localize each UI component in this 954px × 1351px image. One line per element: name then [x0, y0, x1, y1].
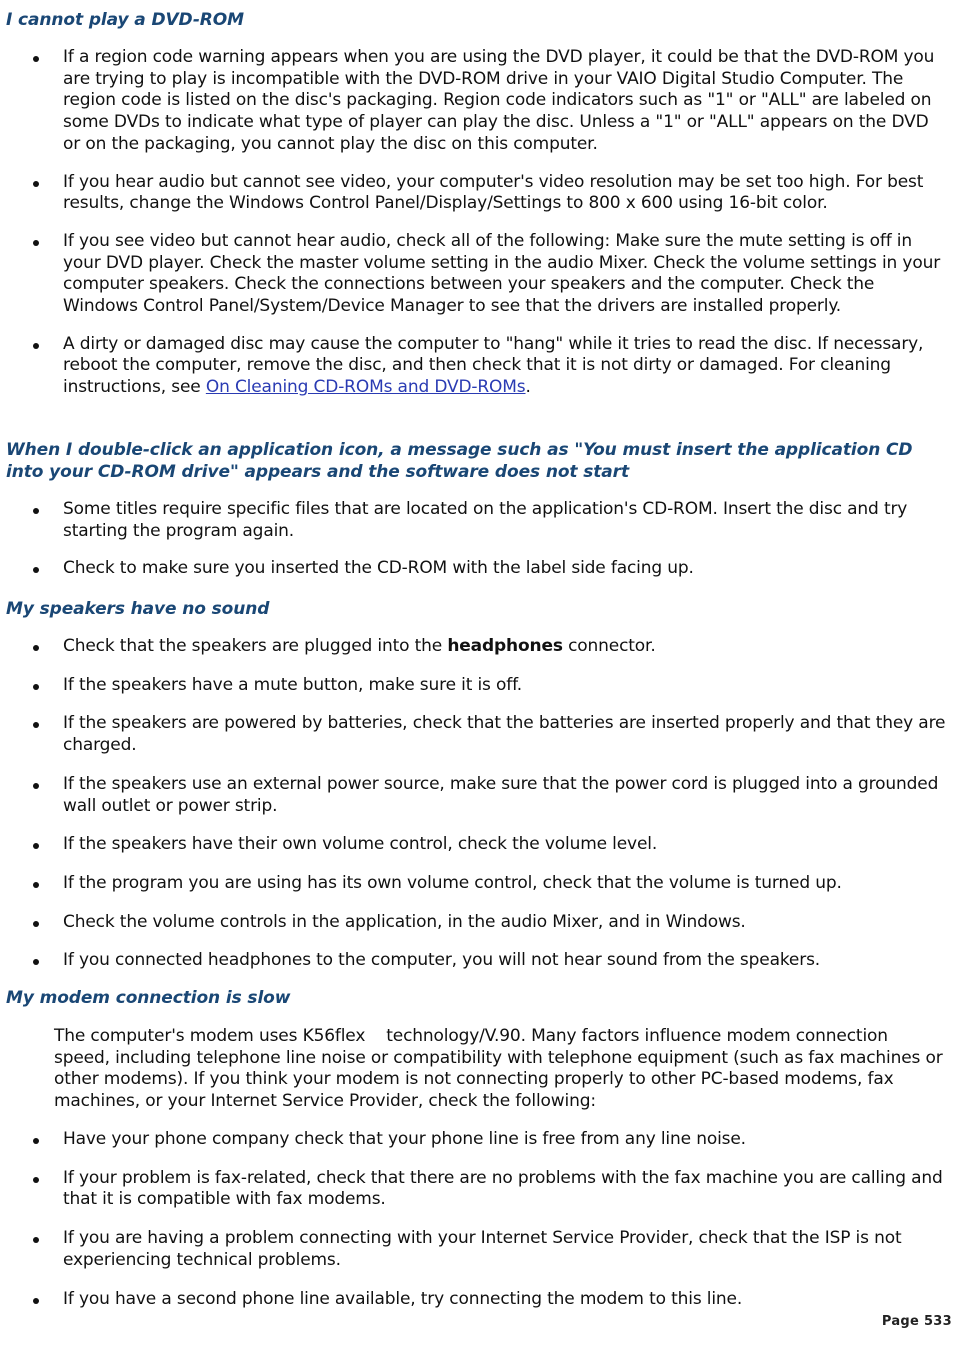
bullet-dot [33, 240, 39, 246]
list-item: If the speakers have a mute button, make sure it is off. [0, 675, 954, 697]
list-item: A dirty or damaged disc may cause the computer to "hang" while it tries to read the disc. If necessary, reboot the computer, remove the disc, and then check that it is not dirty or damaged. For cleaning instructions, see On Cleaning CD-ROMs and DVD-ROMs. [0, 334, 954, 399]
bullet-dot [33, 783, 39, 789]
list-item: If you are having a problem connecting with your Internet Service Provider, check that the ISP is not experiencing technical problems. [0, 1228, 954, 1271]
list-item: If you connected headphones to the computer, you will not hear sound from the speakers. [0, 950, 954, 972]
bullet-dot [33, 508, 39, 514]
list-item: If you have a second phone line available, try connecting the modem to this line. [0, 1289, 954, 1311]
list-item: If you hear audio but cannot see video, your computer's video resolution may be set too high. For best results, change the Windows Control Panel/Display/Settings to 800 x 600 using 16-bit color. [0, 172, 954, 215]
list-item: If the speakers have their own volume control, check the volume level. [0, 834, 954, 856]
application-cd-bullet-list [0, 499, 954, 580]
speakers-bullet-list [0, 636, 954, 972]
bullet-dot [33, 1237, 39, 1243]
bullet-dot [33, 882, 39, 888]
list-item: Some titles require specific files that are located on the application's CD-ROM. Insert the disc and try starting the program again. [0, 499, 954, 542]
bullet-dot [33, 645, 39, 651]
headphones-term: headphones [447, 636, 563, 656]
list-item: Check to make sure you inserted the CD-ROM with the label side facing up. [0, 558, 954, 580]
dvd-bullet-list [0, 47, 954, 399]
list-item: Have your phone company check that your phone line is free from any line noise. [0, 1129, 954, 1151]
bullet-dot [33, 567, 39, 573]
list-item: Check that the speakers are plugged into the headphones connector. [0, 636, 954, 658]
cleaning-cdroms-link[interactable]: On Cleaning CD-ROMs and DVD-ROMs [205, 377, 526, 398]
modem-intro-paragraph: The computer's modem uses K56flex technology/V.90. Many factors influence modem connection speed, including telephone line noise or compatibility with telephone equipment (such as fax machines or other modems). If you think your modem is not connecting properly to other PC-based modems, fax machines, or your Internet Service Provider, check the following: [54, 1026, 948, 1112]
section-heading-speakers: My speakers have no sound [6, 599, 270, 619]
bullet-dot [33, 181, 39, 187]
list-item: Check the volume controls in the application, in the audio Mixer, and in Windows. [0, 912, 954, 934]
bullet-dot [33, 722, 39, 728]
bullet-dot [33, 921, 39, 927]
bullet-dot [33, 1298, 39, 1304]
section-heading-modem: My modem connection is slow [6, 988, 291, 1008]
page-number: Page 533 [881, 1314, 952, 1329]
list-item: If the program you are using has its own volume control, check that the volume is turned up. [0, 873, 954, 895]
list-item: If your problem is fax-related, check that there are no problems with the fax machine you are calling and that it is compatible with fax modems. [0, 1168, 954, 1211]
list-item: If the speakers use an external power source, make sure that the power cord is plugged into a grounded wall outlet or power strip. [0, 774, 954, 817]
bullet-dot [33, 343, 39, 349]
list-item: If a region code warning appears when you are using the DVD player, it could be that the DVD-ROM you are trying to play is incompatible with the DVD-ROM drive in your VAIO Digital Studio Computer. The region code is listed on the disc's packaging. Region code indicators such as "1" or "ALL" are labeled on some DVDs to indicate what type of player can play the disc. Unless a "1" or "ALL" appears on the DVD or on the packaging, you cannot play the disc on this computer. [0, 47, 954, 156]
bullet-dot [33, 843, 39, 849]
modem-bullet-list [0, 1129, 954, 1310]
bullet-dot [33, 959, 39, 965]
bullet-dot [33, 684, 39, 690]
section-heading-dvd: I cannot play a DVD-ROM [6, 10, 244, 30]
list-item: If the speakers are powered by batteries, check that the batteries are inserted properly and that they are charged. [0, 713, 954, 756]
bullet-dot [33, 1138, 39, 1144]
list-item: If you see video but cannot hear audio, check all of the following: Make sure the mute setting is off in your DVD player. Check the master volume setting in the audio Mixer. Check the volume settings in your computer speakers. Check the connections between your speakers and the computer. Check the Windows Control Panel/System/Device Manager to see that the drivers are installed properly. [0, 231, 954, 318]
bullet-dot [33, 1177, 39, 1183]
bullet-dot [33, 56, 39, 62]
section-heading-application-cd: When I double-click an application icon, a message such as "You must insert the application CD into your CD-ROM drive" appears and the software does not start [6, 440, 913, 482]
